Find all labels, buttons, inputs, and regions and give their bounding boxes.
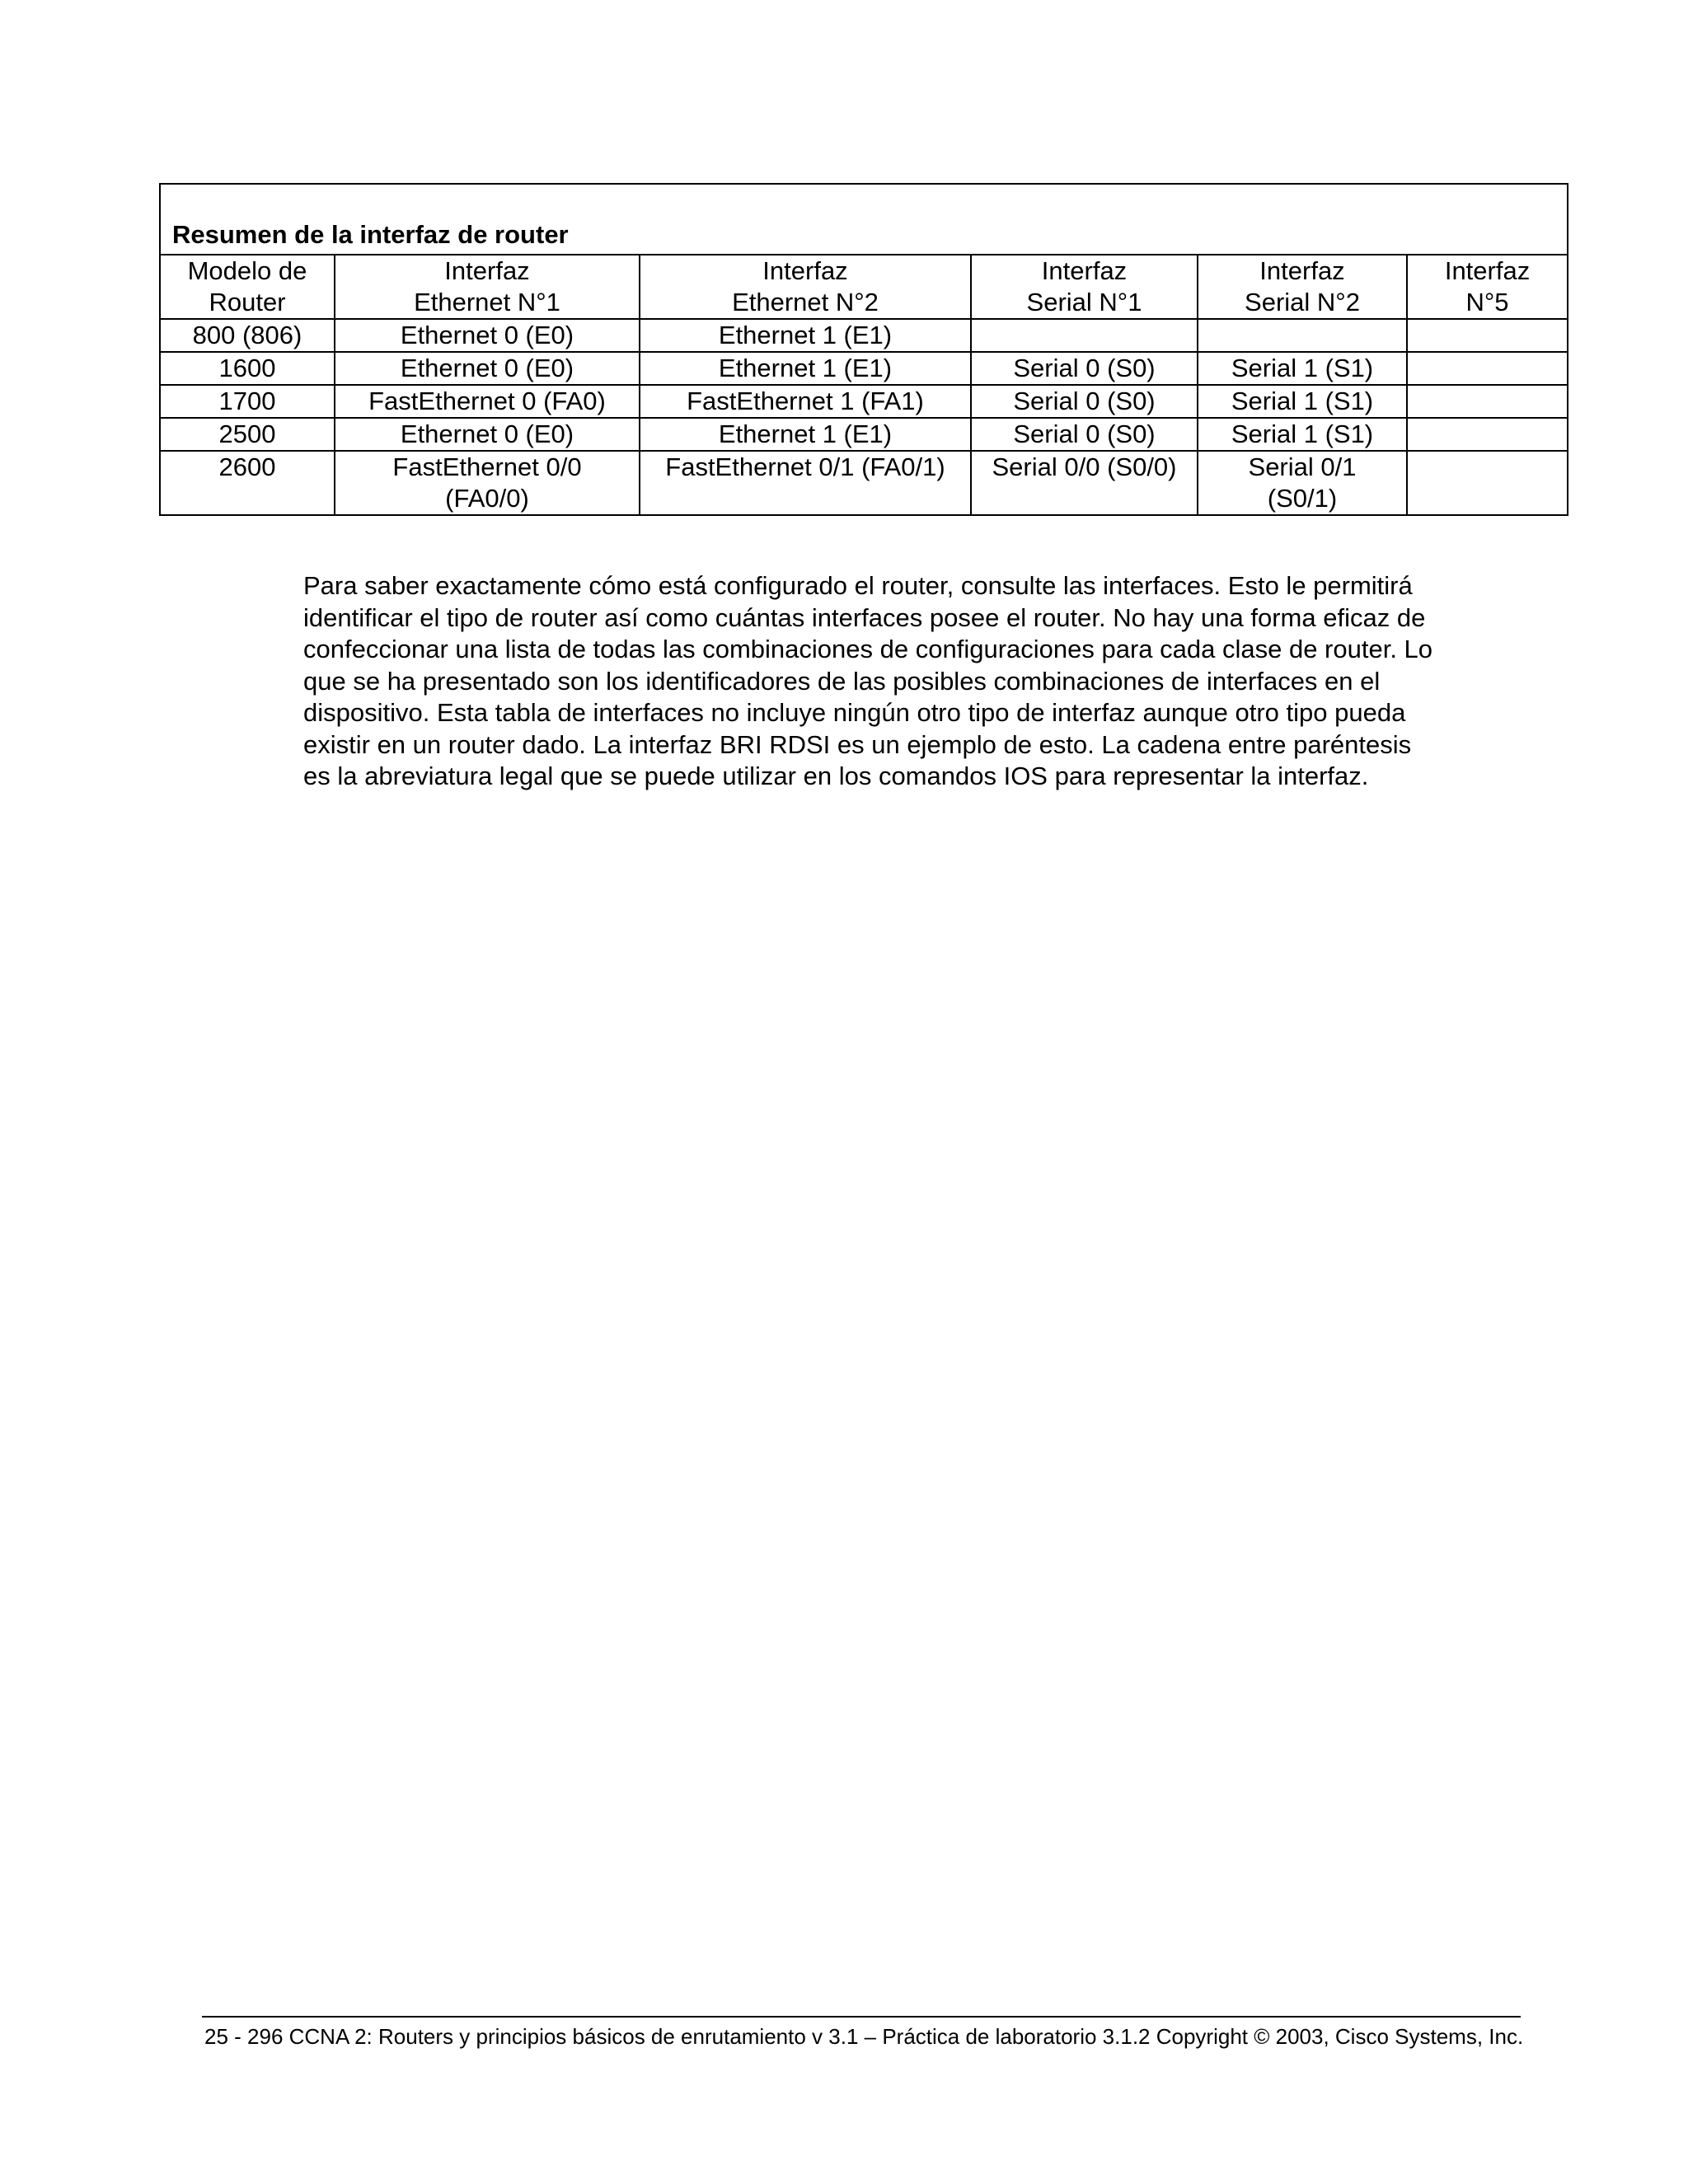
table-cell-text: Ethernet 0 (E0): [400, 419, 574, 448]
table-cell: [640, 352, 971, 385]
table-cell-text: FastEthernet 0 (FA0): [368, 387, 606, 415]
column-header-text: Serial N°2: [1245, 288, 1360, 316]
column-header: [335, 255, 640, 319]
column-header-text: Serial N°1: [1026, 288, 1142, 316]
table-cell-text: Serial 0 (S0): [1013, 419, 1156, 448]
table-title-row: [160, 184, 1568, 255]
paragraph-line: que se ha presentado son los identificadores de las posibles combinaciones de interfaces en el: [303, 666, 1381, 696]
column-header-text: Interfaz: [444, 256, 530, 285]
table-cell-text: Serial 0 (S0): [1013, 354, 1156, 382]
table-cell: [1198, 451, 1407, 515]
table-cell: [971, 352, 1198, 385]
table-cell: [335, 418, 640, 451]
table-cell-text: Ethernet 0 (E0): [400, 321, 574, 349]
column-header-text: Interfaz: [762, 256, 848, 285]
table-row: [160, 451, 1568, 515]
table-cell: [160, 319, 335, 352]
table-cell-text: 800 (806): [192, 321, 302, 349]
table-cell-text: 2600: [218, 452, 276, 481]
table-cell-text: [1203, 320, 1401, 351]
table-cell: [1198, 418, 1407, 451]
table-cell: [1407, 451, 1568, 515]
table-row: [160, 319, 1568, 352]
column-header-text: Modelo de: [187, 256, 307, 285]
column-header-text: Interfaz: [1041, 256, 1128, 285]
footer-divider: [202, 2016, 1521, 2018]
table-cell: [1198, 319, 1407, 352]
table-cell-text: Serial 1 (S1): [1231, 419, 1374, 448]
table-cell-text: Serial 0/0 (S0/0): [992, 452, 1177, 481]
table-cell-text: [1413, 452, 1562, 483]
table-cell-text: [977, 320, 1192, 351]
table-row: [160, 385, 1568, 418]
table-cell: [160, 385, 335, 418]
column-header: [160, 255, 335, 319]
table-cell-text: [1413, 353, 1562, 384]
table-cell: [335, 352, 640, 385]
page-footer: 25 - 296 CCNA 2: Routers y principios básicos de enrutamiento v 3.1 – Práctica de laboratorio 3.1.2 Copyright © 2003, Cisco Systems, Inc.: [204, 2024, 1524, 2049]
interface-summary-table: [159, 183, 1568, 516]
table-cell: [1407, 319, 1568, 352]
table-cell-text: [1413, 419, 1562, 450]
column-header: [1198, 255, 1407, 319]
paragraph-line: confeccionar una lista de todas las combinaciones de configuraciones para cada clase de router. Lo: [303, 635, 1433, 663]
table-cell-text: Ethernet 1 (E1): [718, 419, 893, 448]
table-cell-text: [1413, 320, 1562, 351]
table-body: [160, 319, 1568, 515]
column-header-text: Ethernet N°1: [414, 288, 560, 316]
column-header: [1407, 255, 1568, 319]
table-cell: [335, 319, 640, 352]
table-cell-text: Serial 1 (S1): [1231, 387, 1374, 415]
table-cell-text: (S0/1): [1267, 484, 1338, 513]
table-cell: [1198, 385, 1407, 418]
table-cell-text: FastEthernet 1 (FA1): [687, 387, 924, 415]
table-cell: [640, 418, 971, 451]
table-cell: [971, 319, 1198, 352]
table-cell-text: Ethernet 1 (E1): [718, 354, 893, 382]
table-cell: [1198, 352, 1407, 385]
paragraph-line: identificar el tipo de router así como cuántas interfaces posee el router. No hay una forma eficaz de: [303, 602, 1426, 632]
table-cell: [971, 385, 1198, 418]
table-cell: [1407, 352, 1568, 385]
column-header-text: Interfaz: [1444, 256, 1531, 285]
table-cell-text: Serial 0/1: [1248, 452, 1357, 481]
column-header-text: Interfaz: [1259, 256, 1345, 285]
table-cell: [335, 451, 640, 515]
table-cell: [971, 418, 1198, 451]
paragraph-line: existir en un router dado. La interfaz BRI RDSI es un ejemplo de esto. La cadena entre paréntesis: [303, 729, 1412, 759]
paragraph-line: dispositivo. Esta tabla de interfaces no incluye ningún otro tipo de interfaz aunque otro tipo pueda: [303, 698, 1406, 727]
table-title: Resumen de la interfaz de router: [160, 184, 1568, 255]
column-header: [640, 255, 971, 319]
paragraph-line: es la abreviatura legal que se puede utilizar en los comandos IOS para representar la interfaz.: [303, 762, 1369, 790]
table-cell-text: (FA0/0): [445, 484, 529, 513]
table-cell-text: Ethernet 1 (E1): [718, 321, 893, 349]
table-cell: [335, 385, 640, 418]
body-paragraph: [303, 570, 1523, 793]
table-cell: [160, 352, 335, 385]
table-cell: [640, 385, 971, 418]
table-cell-text: 2500: [218, 419, 276, 448]
table-cell-text: FastEthernet 0/0: [392, 452, 582, 481]
table-cell: [971, 451, 1198, 515]
column-header-text: Router: [209, 288, 286, 316]
column-header: [971, 255, 1198, 319]
table-row: [160, 418, 1568, 451]
column-header-text: Ethernet N°2: [732, 288, 879, 316]
table-cell-text: Serial 1 (S1): [1231, 354, 1374, 382]
table-cell-text: Ethernet 0 (E0): [400, 354, 574, 382]
table-header-row: [160, 255, 1568, 319]
table-cell-text: FastEthernet 0/1 (FA0/1): [665, 452, 945, 481]
table-cell: [640, 319, 971, 352]
table-cell-text: [1413, 386, 1562, 417]
table-row: [160, 352, 1568, 385]
table-cell: [160, 418, 335, 451]
table-cell-text: 1600: [218, 354, 276, 382]
table-cell: [160, 451, 335, 515]
table-cell: [640, 451, 971, 515]
table-cell: [1407, 418, 1568, 451]
column-header-text: N°5: [1465, 288, 1509, 316]
paragraph-line: Para saber exactamente cómo está configurado el router, consulte las interfaces. Esto le permitirá: [303, 571, 1413, 600]
table-cell-text: 1700: [218, 387, 276, 415]
table-cell-text: Serial 0 (S0): [1013, 387, 1156, 415]
table-cell: [1407, 385, 1568, 418]
